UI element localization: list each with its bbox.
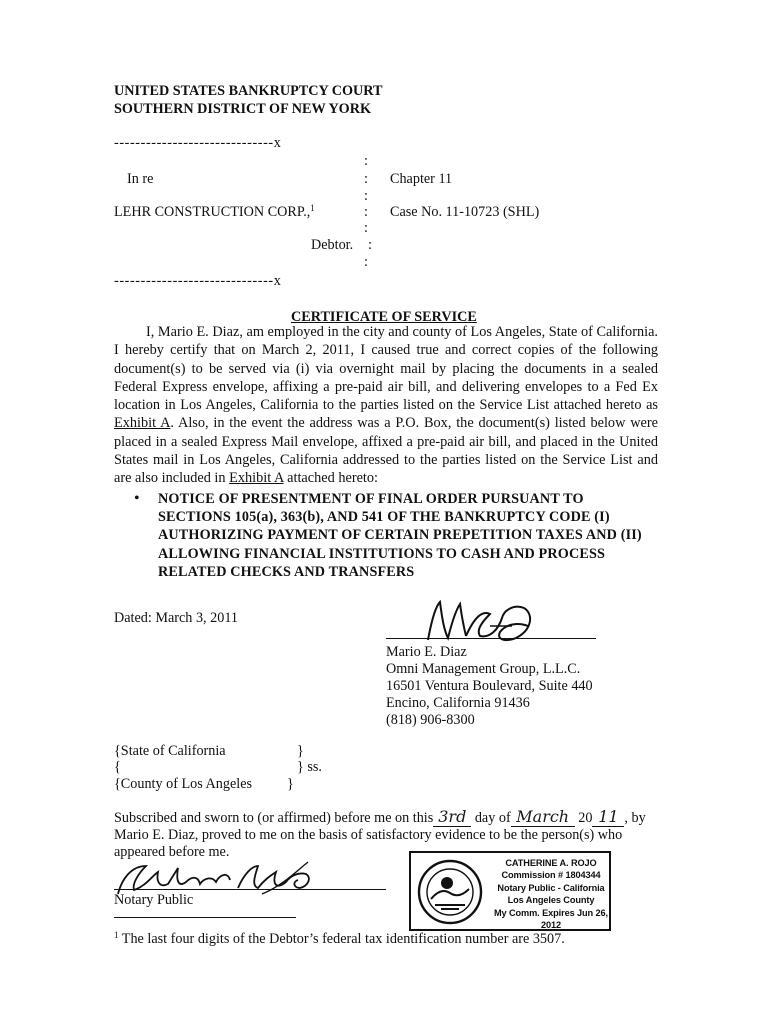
- signer-company: Omni Management Group, L.L.C.: [386, 661, 581, 677]
- venue-brace: {: [114, 759, 121, 775]
- footnote-separator: [114, 917, 296, 918]
- footnote-mark: 1: [114, 930, 119, 940]
- dated-line: Dated: March 3, 2011: [114, 610, 238, 626]
- jurat-text: , by: [624, 810, 646, 826]
- jurat-text: 20: [578, 810, 593, 826]
- case-number: Case No. 11-10723 (SHL): [390, 204, 540, 220]
- signer-address-1: 16501 Ventura Boulevard, Suite 440: [386, 678, 593, 694]
- caption-colon: :: [368, 237, 372, 253]
- caption-colon: :: [364, 204, 368, 220]
- venue-brace: }: [297, 743, 304, 759]
- venue-brace: }: [287, 776, 294, 792]
- notary-stamp: [409, 851, 611, 931]
- stamp-county: Los Angeles County: [507, 895, 595, 906]
- stamp-title: Notary Public - California: [497, 882, 605, 893]
- diaz-signature: [420, 596, 550, 650]
- jurat-month: March: [511, 808, 575, 827]
- signer-phone: (818) 906-8300: [386, 712, 475, 728]
- signature-line: [386, 638, 596, 639]
- signer-address-2: Encino, California 91436: [386, 695, 530, 711]
- jurat-line-1: [114, 808, 646, 827]
- venue-county: {County of Los Angeles: [114, 776, 253, 792]
- bullet-icon: •: [134, 490, 140, 507]
- exhibit-reference: Exhibit A: [229, 470, 284, 487]
- state-seal-icon: [417, 859, 483, 925]
- body-text-1: I, Mario E. Diaz, am employed in the city and county of Los Angeles, State of California. I hereby certify that on March 2, 2011, I caused true and correct copies of the following document(s) to be served via (i) via overnight mail by placing the documents in a sealed Federal Express envelope, affixing a pre-paid air bill, and delivering envelopes to a Fed Ex location in Los Angeles, California to the parties listed on the Service List attached hereto as: [114, 324, 658, 414]
- stamp-expiration: My Comm. Expires Jun 26, 2012: [493, 907, 608, 931]
- caption-bottom-rule: ------------------------------x: [114, 273, 282, 289]
- debtor-name-text: LEHR CONSTRUCTION CORP.,: [114, 204, 311, 220]
- chapter-label: Chapter 11: [390, 171, 453, 187]
- jurat-text: day of: [474, 810, 511, 826]
- served-document-title: NOTICE OF PRESENTMENT OF FINAL ORDER PURSUANT TO SECTIONS 105(a), 363(b), AND 541 OF THE BANKRUPTCY CODE (I) AUTHORIZING PAYMENT OF CERTAIN PREPETITION TAXES AND (II) ALLOWING FINANCIAL INSTITUTIONS TO CASH AND PROCESS RELATED CHECKS AND TRANSFERS: [158, 491, 642, 580]
- caption-colon: :: [364, 254, 368, 270]
- body-text-2: . Also, in the event the address was a P.O. Box, the document(s) listed below were placed in a sealed Express Mail envelope, affixed a pre-paid air bill, and placed in the United States mail in Los Angeles, California addressed to the parties listed on the Service List and are also included in: [114, 415, 658, 487]
- stamp-commission: Commission # 1804344: [501, 870, 601, 881]
- stamp-text: [489, 857, 613, 931]
- signer-name: Mario E. Diaz: [386, 644, 467, 660]
- venue-ss: } ss.: [297, 759, 322, 775]
- exhibit-reference: Exhibit A: [114, 415, 171, 432]
- caption-colon: :: [364, 188, 368, 204]
- jurat-year: 11: [592, 808, 624, 827]
- footnote-text: The last four digits of the Debtor’s federal tax identification number are 3507.: [118, 931, 565, 947]
- court-name: [114, 82, 382, 118]
- caption-top-rule: ------------------------------x: [114, 135, 282, 151]
- caption-colon: :: [364, 153, 368, 169]
- jurat-day: 3rd: [433, 808, 471, 827]
- court-line-1: UNITED STATES BANKRUPTCY COURT: [114, 83, 383, 99]
- footnote-ref: 1: [310, 203, 315, 213]
- body-text-3: attached hereto:: [283, 470, 379, 487]
- debtor-label: Debtor.: [311, 237, 354, 253]
- certificate-title: CERTIFICATE OF SERVICE: [291, 309, 477, 325]
- jurat-line-2: Mario E. Diaz, proved to me on the basis of satisfactory evidence to be the person(s) who: [114, 827, 623, 843]
- caption-colon: :: [364, 220, 368, 236]
- in-re-label: In re: [127, 171, 154, 187]
- notary-signature-line: [114, 889, 386, 890]
- caption-colon: :: [364, 171, 368, 187]
- certificate-body: [114, 323, 658, 488]
- notary-public-label: Notary Public: [114, 892, 194, 908]
- stamp-notary-name: CATHERINE A. ROJO: [505, 858, 597, 868]
- footnote: [114, 930, 565, 948]
- court-line-2: SOUTHERN DISTRICT OF NEW YORK: [114, 101, 372, 117]
- jurat-line-3: appeared before me.: [114, 844, 230, 860]
- venue-state: {State of California: [114, 743, 226, 759]
- jurat-text: Subscribed and sworn to (or affirmed) before me on this: [114, 810, 434, 826]
- debtor-name: [114, 203, 315, 221]
